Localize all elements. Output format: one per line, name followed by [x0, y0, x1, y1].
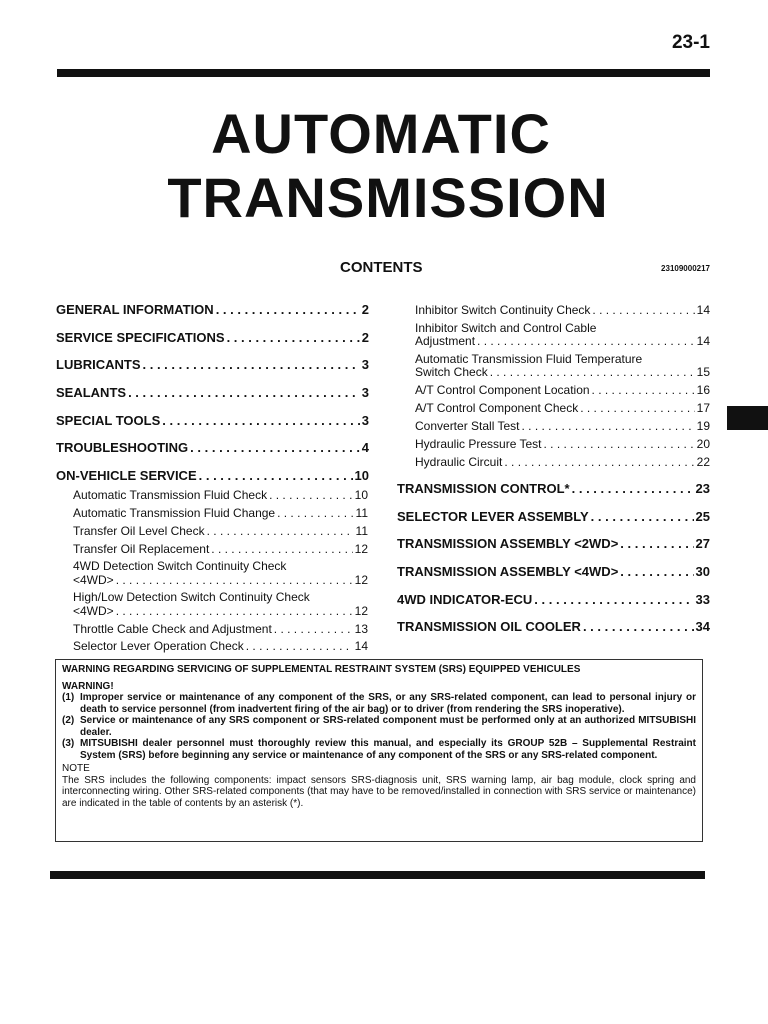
warning-item: (1) Improper service or maintenance of any component of the SRS, or any SRS-related component, can lead to personal injury or death to service personnel (from inadvertent firing of the air bag) or to driver (from rendering the SRS inoperative).	[62, 692, 696, 715]
title-line-2: TRANSMISSION	[167, 166, 609, 229]
toc-entry-transmission-assembly-4wd[interactable]: TRANSMISSION ASSEMBLY <4WD> . . . 30	[397, 564, 710, 579]
toc-sub-4wd-detection-line1[interactable]: 4WD Detection Switch Continuity Check	[73, 559, 287, 573]
toc-entry-transmission-control[interactable]: TRANSMISSION CONTROL* . . . 23	[397, 481, 710, 496]
toc-sub-transfer-oil-level-check[interactable]: Transfer Oil Level Check . . . 11	[73, 524, 368, 538]
toc-sub-at-fluid-change[interactable]: Automatic Transmission Fluid Change . . . 11	[73, 506, 368, 520]
toc-sub-at-component-location[interactable]: A/T Control Component Location . . . 16	[415, 383, 710, 397]
toc-entry-selector-lever-assembly[interactable]: SELECTOR LEVER ASSEMBLY . . . 25	[397, 509, 710, 524]
section-tab-marker	[727, 406, 768, 430]
toc-sub-at-fluid-temp[interactable]: Switch Check . . . 15	[415, 365, 710, 379]
toc-entry-sealants[interactable]: SEALANTS . . . 3	[56, 385, 369, 400]
warning-title: WARNING REGARDING SERVICING OF SUPPLEMENTAL RESTRAINT SYSTEM (SRS) EQUIPPED VEHICULES	[62, 664, 581, 675]
toc-sub-inhibitor-switch-cable-line1[interactable]: Inhibitor Switch and Control Cable	[415, 321, 597, 335]
note-label: NOTE	[62, 763, 90, 774]
toc-entry-lubricants[interactable]: LUBRICANTS . . . 3	[56, 357, 369, 372]
top-rule	[57, 69, 710, 77]
toc-sub-high-low-detection-line1[interactable]: High/Low Detection Switch Continuity Check	[73, 590, 310, 604]
toc-sub-4wd-detection[interactable]: <4WD> . . . 12	[73, 573, 368, 587]
page-number: 23-1	[671, 32, 710, 53]
toc-sub-hydraulic-circuit[interactable]: Hydraulic Circuit . . . 22	[415, 455, 710, 469]
toc-entry-general-information[interactable]: GENERAL INFORMATION . . . 2	[56, 302, 369, 317]
warning-item: (3) MITSUBISHI dealer personnel must thoroughly review this manual, and especially its GROUP 52B – Supplemental Restraint System (SRS) before beginning any service or maintenance of any component of the SRS or any SRS-related component.	[62, 738, 696, 761]
toc-sub-converter-stall-test[interactable]: Converter Stall Test . . . 19	[415, 419, 710, 433]
title-line-1: AUTOMATIC	[211, 102, 551, 165]
bottom-rule	[50, 871, 705, 879]
toc-entry-transmission-oil-cooler[interactable]: TRANSMISSION OIL COOLER . . . 34	[397, 619, 710, 634]
toc-entry-on-vehicle-service[interactable]: ON-VEHICLE SERVICE . . . 10	[56, 468, 369, 483]
toc-sub-at-fluid-temp-line1[interactable]: Automatic Transmission Fluid Temperature	[415, 352, 643, 366]
toc-entry-troubleshooting[interactable]: TROUBLESHOOTING . . . 4	[56, 440, 369, 455]
toc-entry-transmission-assembly-2wd[interactable]: TRANSMISSION ASSEMBLY <2WD> . . . 27	[397, 536, 710, 551]
toc-entry-special-tools[interactable]: SPECIAL TOOLS . . . 3	[56, 413, 369, 428]
toc-sub-inhibitor-switch-continuity[interactable]: Inhibitor Switch Continuity Check . . . 14	[415, 303, 710, 317]
toc-sub-inhibitor-switch-cable[interactable]: Adjustment . . . 14	[415, 334, 710, 348]
contents-heading: CONTENTS	[340, 259, 423, 276]
toc-sub-throttle-cable[interactable]: Throttle Cable Check and Adjustment . . . 13	[73, 622, 368, 636]
warning-item: (2) Service or maintenance of any SRS component or SRS-related component must be performed only at an authorized MITSUBISHI dealer.	[62, 715, 696, 738]
note-text: The SRS includes the following components: impact sensors SRS-diagnosis unit, SRS warning lamp, air bag module, clock spring and interconnecting wiring. Other SRS-related components (that may have to be removed/installed in connection with SRS service or maintenance) are indicated in the table of contents by an asterisk (*).	[62, 774, 696, 809]
toc-sub-at-fluid-check[interactable]: Automatic Transmission Fluid Check . . . 10	[73, 488, 368, 502]
toc-entry-service-specifications[interactable]: SERVICE SPECIFICATIONS . . . 2	[56, 330, 369, 345]
document-id: 23109000217	[661, 264, 710, 273]
toc-entry-4wd-indicator-ecu[interactable]: 4WD INDICATOR-ECU . . . 33	[397, 592, 710, 607]
toc-sub-selector-lever-operation[interactable]: Selector Lever Operation Check . . . 14	[73, 639, 368, 653]
toc-sub-transfer-oil-replacement[interactable]: Transfer Oil Replacement . . . 12	[73, 542, 368, 556]
toc-sub-high-low-detection[interactable]: <4WD> . . . 12	[73, 604, 368, 618]
warning-label: WARNING!	[62, 680, 114, 692]
toc-sub-hydraulic-pressure-test[interactable]: Hydraulic Pressure Test . . . 20	[415, 437, 710, 451]
srs-warning-box	[55, 659, 703, 842]
toc-sub-at-component-check[interactable]: A/T Control Component Check . . . 17	[415, 401, 710, 415]
